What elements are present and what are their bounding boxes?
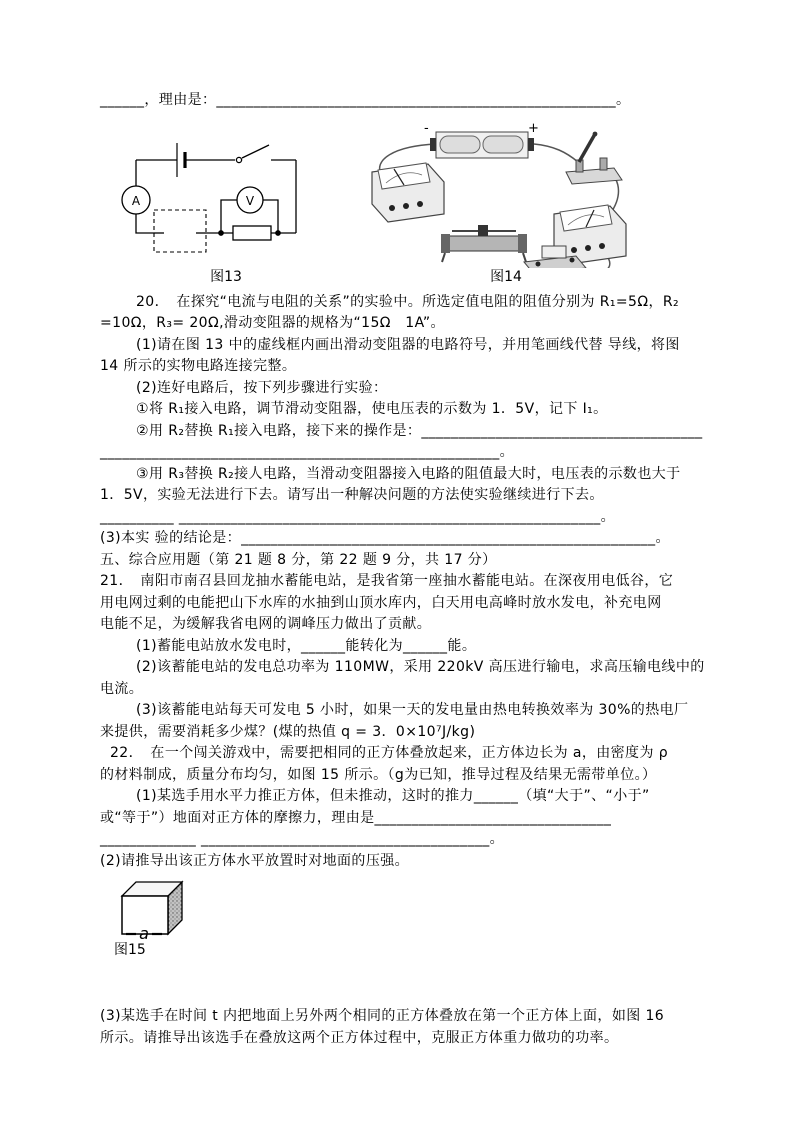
apparatus-drawing: [356, 116, 656, 268]
text-line: 电能不足，为缓解我省电网的调峰压力做出了贡献。: [100, 616, 432, 632]
text-line: 用电网过剩的电能把山下水库的水抽到山顶水库内，白天用电高峰时放水发电，补充电网: [100, 594, 662, 611]
battery-pack: [424, 121, 539, 158]
text-line: 来提供，需要消耗多少煤？(煤的热值 q = 3．0×10⁷J/kg): [100, 723, 476, 740]
question-22-part-3: [100, 1006, 695, 1049]
text-line: (1)蓄能电站放水发电时，______能转化为______能。: [136, 637, 477, 654]
figure-14-apparatus: [356, 116, 656, 286]
figure-14-caption: 图14: [490, 268, 522, 285]
section-5-header: 五、综合应用题（第 21 题 8 分，第 22 题 9 分，共 17 分）: [100, 551, 497, 568]
text-line: __________ _________________________________________________________。: [100, 508, 616, 525]
text-line: ③用 R₃替换 R₂接人电路，当滑动变阻器接入电路的阻值最大时，电压表的示数也大于: [136, 465, 681, 482]
ammeter-meter: [372, 163, 444, 222]
text-line: (1)某选手用水平力推正方体，但未推动，这时的推力______（填“大于”、“小于”: [136, 788, 650, 804]
ammeter-letter: A: [131, 193, 141, 208]
text-line: 的材料制成，质量分布均匀，如图 15 所示。（g为已知，推导过程及结果无需带单位。）: [100, 766, 657, 783]
cube-edge-length-label: a: [139, 924, 149, 940]
resistor-symbol: [233, 226, 271, 240]
text-line: =10Ω，R₃= 20Ω,滑动变阻器的规格为“15Ω 1A”。: [100, 315, 445, 331]
text-line: (1)请在图 13 中的虚线框内画出滑动变阻器的电路符号，并用笔画线代替 导线，将图: [136, 336, 680, 353]
text-line: 21． 南阳市南召县回龙抽水蓄能电站，是我省第一座抽水蓄能电站。在深夜用电低谷，它: [100, 573, 674, 589]
text-line: 20． 在探究“电流与电阻的关系”的实验中。所选定值电阻的阻值分别为 R₁=5Ω，R₂: [136, 293, 679, 310]
text-line: ②用 R₂替换 R₁接入电路，接下来的操作是：______________________________________: [136, 422, 703, 439]
text-line: (2)请推导出该正方体水平放置时对地面的压强。: [100, 852, 410, 869]
junction-dot: [276, 230, 280, 234]
cube-drawing: [116, 876, 200, 940]
text-line: 14 所示的实物电路连接完整。: [100, 358, 297, 374]
voltmeter-symbol: [237, 187, 263, 213]
figure-13-caption: 图13: [210, 268, 242, 285]
voltmeter-letter: V: [245, 193, 255, 208]
text-line: 所示。请推导出该选手在叠放这两个正方体过程中，克服正方体重力做功的功率。: [100, 1029, 619, 1046]
text-line: 或“等于”）地面对正方体的摩擦力，理由是________________________________: [100, 809, 612, 826]
figures-row: [100, 116, 695, 286]
text-line: (2)该蓄能电站的发电总功率为 110MW，采用 220kV 高压进行输电，求高压输电线中的: [136, 659, 705, 675]
text-line: ______________________________________________________。: [100, 444, 514, 460]
fill-in-reason-line: ______，理由是：______________________________________________________。: [100, 92, 631, 108]
question-21: [100, 571, 705, 743]
figure-15-caption: 图15: [114, 942, 146, 958]
text-line: (3)本实 验的结论是：________________________________________________________。: [100, 530, 670, 546]
battery-symbol: [177, 143, 185, 177]
text-line: 22． 在一个闯关游戏中，需要把相同的正方体叠放起来，正方体边长为 a，由密度为 ρ: [110, 745, 668, 761]
junction-dot: [219, 230, 223, 234]
circuit-schematic: [111, 130, 341, 268]
text-line: (2)连好电路后，按下列步骤进行实验：: [136, 379, 388, 396]
rheostat-placeholder-dashed-box: [154, 210, 206, 252]
text-line: 电流。: [100, 680, 144, 697]
text-line: _____________ _______________________________________。: [100, 831, 505, 847]
figure-15-cube: [100, 876, 695, 960]
text-line: (3)该蓄能电站每天可发电 5 小时，如果一天的发电量由热电转换效率为 30%的热电厂: [136, 702, 689, 718]
knife-switch: [566, 131, 622, 183]
question-22: [100, 743, 695, 1049]
ammeter-symbol: [122, 186, 150, 214]
text-line: (3)某选手在时间 t 内把地面上另外两个相同的正方体叠放在第一个正方体上面，如图 16: [100, 1008, 665, 1024]
text-line: ①将 R₁接入电路，调节滑动变阻器，使电压表的示数为 1．5V，记下 I₁。: [136, 401, 608, 417]
figure-13-circuit-diagram: [110, 130, 342, 286]
plus-terminal-label: +: [528, 120, 539, 136]
text-line: 1．5V，实验无法进行下去。请写出一种解决问题的方法使实验继续进行下去。: [100, 487, 604, 503]
question-20: [100, 292, 703, 550]
rheostat: [441, 225, 527, 262]
minus-terminal-label: -: [424, 120, 429, 136]
switch-symbol: [236, 145, 269, 163]
